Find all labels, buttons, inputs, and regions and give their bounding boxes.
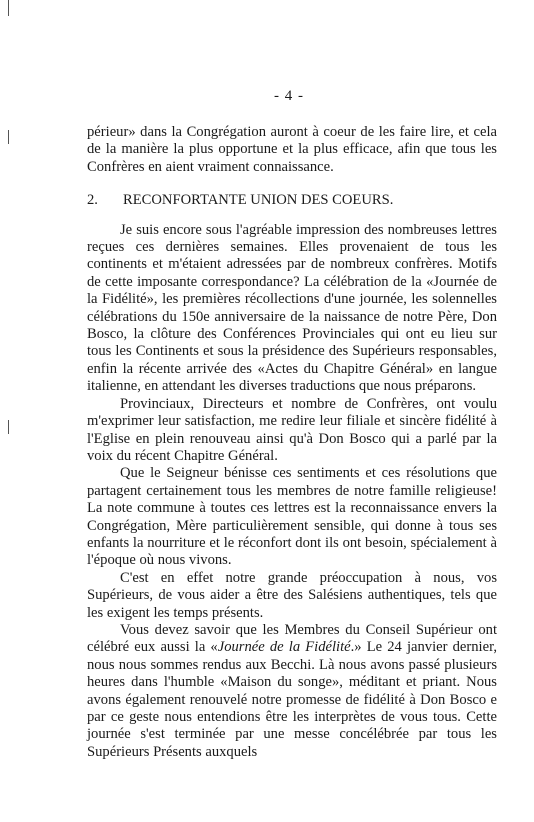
body-text xyxy=(87,124,497,761)
paragraph-conseil xyxy=(87,622,497,761)
paragraph-correspondence: Je suis encore sous l'agréable impression des nombreuses lettres reçues ces dernières semaines. Elles provenaient de tous les continents et m'étaient adressées par de nombreux confrères. Motifs de cette imposante correspondance? La célébration de la «Journée de la Fidélité», les premières récollections d'une journée, les solennelles célébrations du 150e anniversaire de la naissance de notre Père, Don Bosco, la clôture des Conférences Provinciales qui ont eu lieu sur tous les Continents et sous la présidence des Supérieurs responsables, enfin la récente arrivée des «Actes du Chapitre Général» en langue italienne, en attendant les diverses traductions que nous préparons. xyxy=(87,221,497,395)
section-number: 2. xyxy=(87,192,98,209)
page-number: - 4 - xyxy=(274,88,304,104)
conseil-text-after: .» Le 24 janvier dernier, nous nous sommes rendus aux Becchi. Là nous avons passé plusieurs heures dans l'humble «Maison du songe», méditant et priant. Nous avons également renouvelé notre promesse de fidélité à Don Bosco e par ce geste nous entendions être les interprètes de vous tous. Cette journée s'est terminée par une messe concélébrée par tous les Supérieurs Présents auxquels xyxy=(87,639,497,760)
margin-mark xyxy=(8,130,9,144)
conseil-text-italic: Journée de la Fidélité xyxy=(217,639,351,656)
paragraph-provinciaux: Provinciaux, Directeurs et nombre de Confrères, ont voulu m'exprimer leur satisfaction, me redire leur filiale et sincère fidélité à l'Eglise en plein renouveau ainsi qu'à Don Bosco qui a parlé par la voix du récent Chapitre Général. xyxy=(87,395,497,464)
paragraph-preoccupation: C'est en effet notre grande préoccupation à nous, vos Supérieurs, de vous aider a être des Salésiens authentiques, tels que les exigent les temps présents. xyxy=(87,569,497,621)
margin-mark xyxy=(8,420,9,434)
section-title: RECONFORTANTE UNION DES COEURS. xyxy=(123,192,394,209)
conseil-text-before: Vous devez savoir que les Membres du Conseil Supérieur ont célébré eux aussi la « xyxy=(87,621,497,656)
section-heading xyxy=(87,192,497,209)
margin-mark xyxy=(8,0,9,16)
intro-paragraph: périeur» dans la Congrégation auront à coeur de les faire lire, et cela de la manière la plus opportune et la plus efficace, afin que tous les Confrères en aient vraiment connaissance. xyxy=(87,124,497,175)
paragraph-seigneur: Que le Seigneur bénisse ces sentiments et ces résolutions que partagent certainement tous les membres de notre famille religieuse! La note commune à toutes ces lettres est la reconnaissance envers la Congrégation, Mère particulièrement sensible, qui donne à tous ses enfants la nourriture et le réconfort dont ils ont besoin, spécialement à l'époque où nous vivons. xyxy=(87,465,497,569)
